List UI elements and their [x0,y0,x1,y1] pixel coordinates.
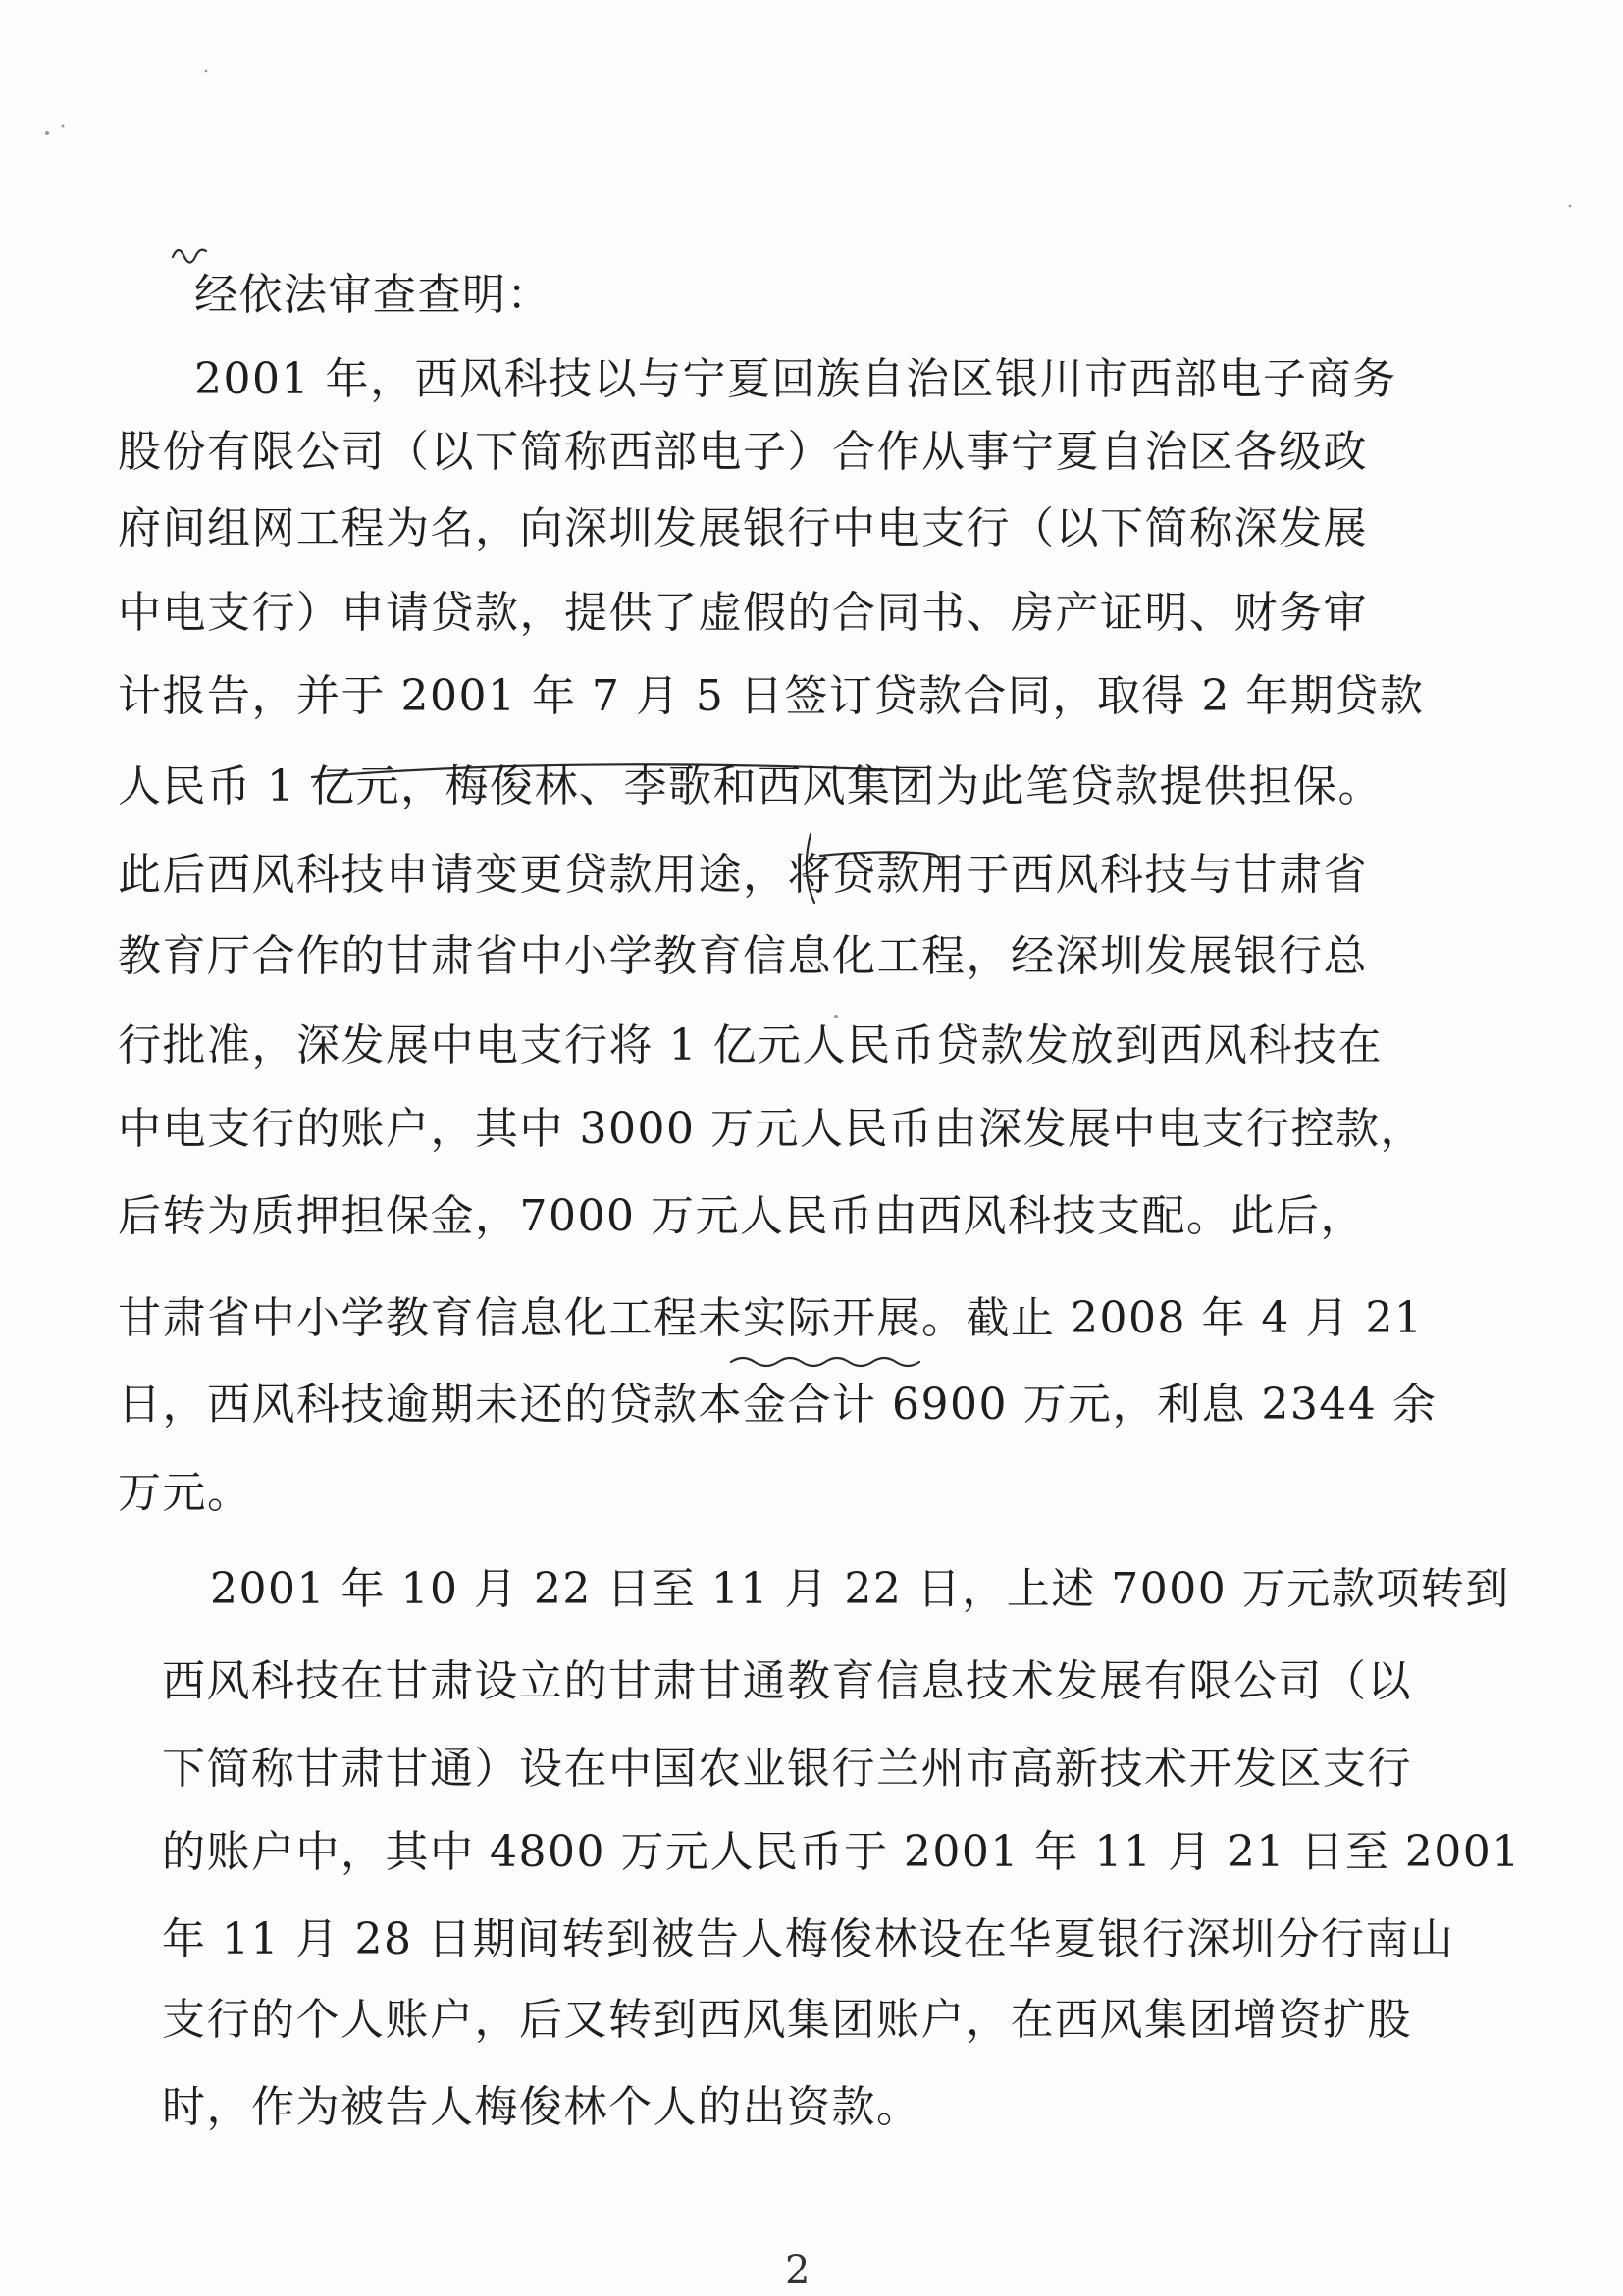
document-line: 2001 年，西风科技以与宁夏回族自治区银川市西部电子商务 [194,354,1397,404]
document-line: 西风科技在甘肃设立的甘肃甘通教育信息技术发展有限公司（以 [162,1656,1412,1706]
document-line: 后转为质押担保金，7000 万元人民币由西风科技支配。此后， [118,1191,1365,1241]
document-line: 此后西风科技申请变更贷款用途，将贷款用于西风科技与甘肃省 [118,850,1368,900]
document-line: 股份有限公司（以下简称西部电子）合作从事宁夏自治区各级政 [118,427,1368,477]
document-line: 人民币 1 亿元，梅俊林、李歌和西风集团为此笔贷款提供担保。 [118,761,1383,811]
document-line: 时，作为被告人梅俊林个人的出资款。 [162,2082,921,2132]
document-line: 的账户中，其中 4800 万元人民币于 2001 年 11 月 21 日至 2001 [162,1827,1521,1877]
page-number: 2 [785,2248,811,2293]
margin-scribble [173,250,206,263]
document-line: 支行的个人账户，后又转到西风集团账户，在西风集团增资扩股 [162,1995,1412,2045]
document-line: 计报告，并于 2001 年 7 月 5 日签订贷款合同，取得 2 年期贷款 [118,671,1425,721]
document-line: 府间组网工程为名，向深圳发展银行中电支行（以下简称深发展 [118,503,1368,553]
document-line: 中电支行）申请贷款，提供了虚假的合同书、房产证明、财务审 [118,588,1368,638]
document-line: 教育厅合作的甘肃省中小学教育信息化工程，经深圳发展银行总 [118,931,1368,981]
document-line: 万元。 [118,1468,252,1518]
document-line: 年 11 月 28 日期间转到被告人梅俊林设在华夏银行深圳分行南山 [162,1914,1455,1964]
document-line: 日，西风科技逾期未还的贷款本金合计 6900 万元，利息 2344 余 [118,1380,1438,1430]
document-line: 下简称甘肃甘通）设在中国农业银行兰州市高新技术开发区支行 [162,1744,1412,1794]
document-line: 2001 年 10 月 22 日至 11 月 22 日，上述 7000 万元款项转到 [210,1564,1510,1614]
document-line: 行批准，深发展中电支行将 1 亿元人民币贷款发放到西风科技在 [118,1020,1383,1070]
wavy-underline [731,1358,919,1366]
document-line: 经依法审查查明： [194,270,551,320]
document-line: 中电支行的账户，其中 3000 万元人民币由深发展中电支行控款， [118,1104,1425,1154]
document-line: 甘肃省中小学教育信息化工程未实际开展。截止 2008 年 4 月 21 [118,1293,1424,1343]
